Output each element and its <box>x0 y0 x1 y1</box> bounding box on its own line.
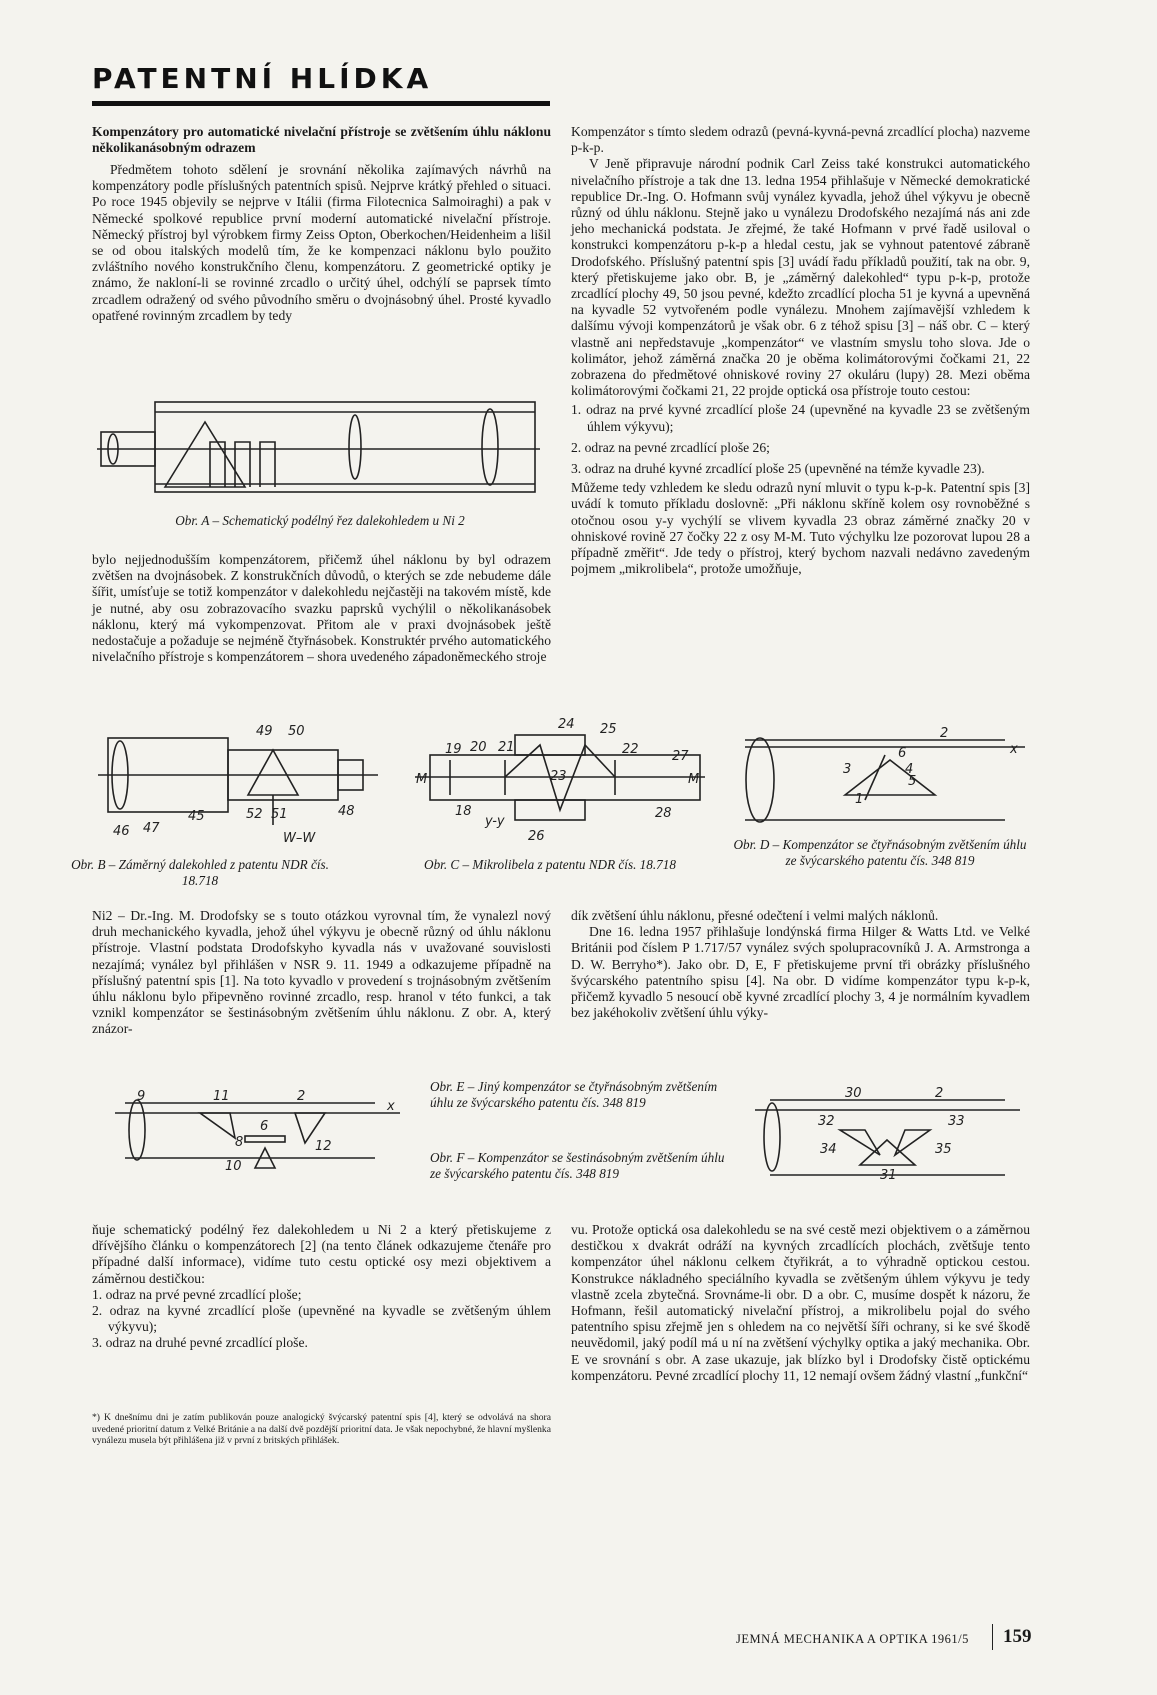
fig-e-mirror <box>245 1136 285 1142</box>
fig-label: y-y <box>485 814 505 829</box>
fig-a-lens <box>349 415 361 479</box>
fig-c-upper <box>515 735 585 755</box>
fig-label: 52 <box>246 807 263 822</box>
fig-label: 25 <box>600 722 617 737</box>
fig-label: 50 <box>288 724 305 739</box>
fig-label: 9 <box>137 1089 146 1104</box>
fig-label: 2 <box>297 1089 306 1104</box>
caption-f: Obr. F – Kompenzátor se šestinásobným zvětšením úhlu ze švýcarského patentu čís. 348 819 <box>430 1150 725 1181</box>
fig-label: 26 <box>528 829 545 844</box>
fig-label: 35 <box>935 1142 952 1157</box>
caption-d: Obr. D – Kompenzátor se čtyřnásobným zvětšením úhlu ze švýcarského patentu čís. 348 819 <box>733 837 1027 868</box>
fig-label: 24 <box>558 717 575 732</box>
fig-d-prism <box>845 760 935 795</box>
fig-label: 2 <box>940 726 949 741</box>
figure-f <box>750 1085 1025 1185</box>
caption-c: Obr. C – Mikrolibela z patentu NDR čís. 18.718 <box>424 857 676 872</box>
paragraph: Kompenzátor s tímto sledem odrazů (pevná-kyvná-pevná zrcadlící plocha) nazveme p-k-p. <box>571 124 1030 156</box>
figure-a <box>95 392 545 507</box>
fig-label: 4 <box>905 762 914 777</box>
paragraph: Ni2 – Dr.-Ing. M. Drodofsky se s touto otázkou vyrovnal tím, že vynalezl nový druh mechanického kyvadla, jehož úhel výkyvu je obecně různý od úhlu náklonu přístroje. Vlastní podstata Drodofskyho kyvadla nás v uvažované souvislosti nezajímá; vynález byl přihlášen v NSR 9. 11. 1949 a odkazujeme případně na příslušný patentní spis [1]. Na toto kyvadlo v provedení s trojnásobným zvětšením úhlu náklonu bylo připevněno rovinné zrcadlo, resp. hranol v této funkci, a tak vznikl kompenzátor se šestinásobným zvětšením úhlu náklonu. Z obr. A, který znázor- <box>92 908 551 1037</box>
fig-label: 32 <box>818 1114 835 1129</box>
footnote: *) K dnešnímu dni je zatím publikován pouze analogický švýcarský patentní spis [4], který se odvolává na shora uvedené prioritní datum z Velké Británie a na další dvě pozdější prioritní data. Je však nepochybné, že hlavní myšlenka vynálezu musela být přihlášena již v první z britských přihlášek. <box>92 1412 551 1446</box>
fig-label: 10 <box>225 1159 242 1174</box>
fig-label: 31 <box>880 1168 897 1183</box>
fig-label: 49 <box>256 724 273 739</box>
fig-b-prism <box>248 750 298 795</box>
fig-label: 6 <box>898 746 907 761</box>
right-column-top <box>571 124 1030 577</box>
paragraph: bylo nejjednodušším kompenzátorem, přičemž úhel náklonu by byl odrazem zvětšen na dvojnásobek. Z konstrukčních důvodů, o kterých se zde nebudeme dále šířit, umísťuje se totiž kompenzátor v dalekohledu nejčastěji na takovém místě, kde je nutné, aby osu zobrazovacího svazku paprsků vychýlil o několikanásobek náklonu, který má vykompenzovat. Přitom ale v praxi dvojnásobek ještě nedostačuje a požaduje se nejméně čtyřnásobek. Konstruktér prvého automatického nivelačního přístroje s kompenzátorem – shora uvedeného západoněmeckého stroje <box>92 552 551 665</box>
fig-label: 45 <box>188 809 205 824</box>
fig-f-pendulum <box>860 1140 915 1165</box>
bottom-right-column <box>571 1222 1030 1384</box>
fig-e-objective <box>129 1100 145 1160</box>
fig-label: 20 <box>470 740 487 755</box>
paragraph: vu. Protože optická osa dalekohledu se na své cestě mezi objektivem o a záměrnou destičkou x dvakrát odráží na kyvných zrcadlících plochách, zvětšuje tento kompenzátor úhel náklonu celkem čtyřikrát, a to výhradně optickou cestou. Konstrukce nákladného speciálního kyvadla se zvětšeným úhlem výkyvu je tedy vlastně zcela zbytečná. Srovnáme-li obr. D a obr. C, musíme dospět k názoru, že Hofmann, řešil automatický nivelační přístroj, a mikrolibelu pojal do svého patentního spisu zřejmě jen s ohledem na co největší šíři ochrany, si ke své škodě neuvědomil, jaký podíl má u ní na zvětšení výchylky optika a jaký mechanika. Obr. E ve srovnání s obr. A zase ukazuje, jak blízko byl i Drodofsky čistě optickému kompenzátoru. Pevné zrcadlící plochy 11, 12 nemají ovšem žádný vlastní „funkční“ <box>571 1222 1030 1383</box>
caption-b: Obr. B – Záměrný dalekohled z patentu NDR čís. 18.718 <box>71 857 329 888</box>
section-header: PATENTNÍ HLÍDKA <box>92 62 433 95</box>
article-title: Kompenzátory pro automatické nivelační přístroje se zvětšením úhlu náklonu několikanásobným odrazem <box>92 124 551 155</box>
mid-right-column <box>571 908 1030 1021</box>
fig-label: 22 <box>622 742 639 757</box>
fig-label: 3 <box>843 762 852 777</box>
fig-label: 27 <box>672 749 689 764</box>
fig-label: 5 <box>908 774 917 789</box>
fig-label: 11 <box>213 1089 230 1104</box>
list-item: 2. odraz na pevné zrcadlící ploše 26; <box>571 439 770 455</box>
left-column-top <box>92 124 551 324</box>
fig-label: x <box>387 1099 395 1114</box>
fig-label: 2 <box>935 1086 944 1101</box>
paragraph: dík zvětšení úhlu náklonu, přesné odečtení i velmi malých náklonů. <box>571 908 939 923</box>
fig-label: 51 <box>271 807 288 822</box>
fig-label: 21 <box>498 740 515 755</box>
paragraph: V Jeně připravuje národní podnik Carl Zeiss také konstrukci automatického nivelačního přístroje a tak dne 13. ledna 1954 přihlašuje v Německé demokratické republice Dr.-Ing. O. Hofmann svůj vynález kyvadla, jehož úhel výkyvu je obecně různý od úhlu náklonu. Stejně jako u vynálezu Drodofského nezajímá nás ani zde jeho mechanická podstata. Je zřejmé, že také Hofmann v prvé řadě usiloval o konstrukci kompenzátoru p-k-p a hledal cestu, jak se vyhnout patentové zábraně Drodofského. Příslušný patentní spis [3] uvádí řadu příkladů použití, tak na obr. 9, který přetiskujeme jako obr. B, je „záměrný dalekohled“ typu p-k-p, protože zrcadlící plochy 49, 50 jsou pevné, kdežto zrcadlící plocha 51 je kyvná a upevněná na kyvadle 52 vytvořeném podle vynálezu. Mnohem zajímavější vzhledem k dalšímu vývoji kompenzátorů je však obr. 6 z téhož spisu [3] – náš obr. C – který vlastně ani nepředstavuje „kompenzátor“ ve vlastním smyslu toho slova. Jde o kolimátor, jehož záměrná značka 20 je oběma kolimátorovými čočkami 21, 22 zobrazena do předmětové ohniskové roviny 27 okuláru (lupy) 28. Mezi oběma kolimátorovými čočkami 21, 22 projde optická osa přístroje touto cestou: <box>571 156 1030 399</box>
figure-d <box>725 725 1035 835</box>
fig-label: 23 <box>550 769 567 784</box>
header-rule <box>92 101 550 106</box>
fig-label: 46 <box>113 824 130 839</box>
caption-a: Obr. A – Schematický podélný řez dalekohledem u Ni 2 <box>175 513 465 528</box>
fig-d-objective <box>746 738 774 822</box>
footer-divider <box>992 1624 993 1650</box>
mid-left-column <box>92 908 551 1038</box>
fig-label: 19 <box>445 742 462 757</box>
fig-c-lower <box>515 800 585 820</box>
fig-label: 48 <box>338 804 355 819</box>
fig-label: 12 <box>315 1139 332 1154</box>
list-item: 3. odraz na druhé pevné zrcadlící ploše. <box>92 1335 308 1351</box>
list-item: 3. odraz na druhé kyvné zrcadlící ploše 25 (upevněné na témže kyvadle 23). <box>571 461 985 477</box>
fig-label: 30 <box>845 1086 862 1101</box>
fig-label: 1 <box>855 792 864 807</box>
fig-f-objective <box>764 1103 780 1171</box>
fig-label: 47 <box>143 821 160 836</box>
caption-e: Obr. E – Jiný kompenzátor se čtyřnásobným zvětšením úhlu ze švýcarského patentu čís. 348 819 <box>430 1079 718 1110</box>
fig-label: W–W <box>283 831 316 846</box>
list-item: 1. odraz na prvé pevné zrcadlící ploše; <box>92 1286 302 1302</box>
fig-label: 34 <box>820 1142 837 1157</box>
list-item: 1. odraz na prvé kyvné zrcadlící ploše 24 (upevněné na kyvadle 23 se zvětšeným úhlem výkyvu); <box>571 402 1030 434</box>
fig-e-prism <box>200 1113 235 1138</box>
fig-a-prism <box>165 422 245 487</box>
fig-label: 33 <box>948 1114 965 1129</box>
fig-label: 28 <box>655 806 672 821</box>
paragraph: Můžeme tedy vzhledem ke sledu odrazů nyní mluvit o typu k-p-k. Patentní spis [3] uvádí k tomuto příkladu doslovně: „Při náklonu skříně kolem osy rovnoběžné s otočnou osou y-y vychýlí se vlivem kyvadla 23 obraz záměrné značky 20 v ohniskové rovině 27 čočky 22 z osy M-M. Tuto výchylku lze pozorovat lupou 28 a případně změřit“. Jde tedy o přístroj, který bychom nazvali nedávno zavedeným pojmem „mikrolibela“, protože umožňuje, <box>571 480 1030 577</box>
fig-label: 8 <box>235 1135 244 1150</box>
fig-label: 18 <box>455 804 472 819</box>
paragraph: Dne 16. ledna 1957 přihlašuje londýnská firma Hilger & Watts Ltd. ve Velké Británii pod číslem P 1.717/57 vynález svých spolupracovníků J. A. Armstronga a D. W. Berryho*). Jako obr. D, E, F přetiskujeme první tři obrázky příslušného švýcarského patentního spisu [4]. Na obr. D vidíme kompenzátor typu k-p-k, přičemž kyvadlo 5 nesoucí obě kyvné zrcadlící plochy 3, 4 je normálním kyvadlem bez jakéhokoliv zvětšení úhlu výky- <box>571 924 1030 1021</box>
journal-footer: JEMNÁ MECHANIKA A OPTIKA 1961/5 <box>736 1632 969 1646</box>
fig-label: 6 <box>260 1119 269 1134</box>
figure-b <box>88 720 388 850</box>
fig-label: M <box>688 772 700 787</box>
page-number: 159 <box>1003 1626 1032 1647</box>
list-item: 2. odraz na kyvné zrcadlící ploše (upevněné na kyvadle se zvětšeným úhlem výkyvu); <box>92 1303 551 1335</box>
fig-a-body <box>155 402 535 492</box>
fig-label: M <box>416 772 428 787</box>
fig-a-lens <box>482 409 498 485</box>
figure-c <box>410 715 710 845</box>
bottom-left-column <box>92 1222 551 1352</box>
left-column-mid <box>92 552 551 665</box>
figure-e <box>105 1088 405 1178</box>
paragraph: ňuje schematický podélný řez dalekohledem u Ni 2 a který přetiskujeme z dřívějšího článku o kompenzátorech [2] (na tento článek odkazujeme čtenáře pro případné další informace), vidíme tuto cestu optické osy mezi objektivem a záměrnou destičkou: <box>92 1222 551 1286</box>
fig-label: x <box>1010 742 1018 757</box>
paragraph: Předmětem tohoto sdělení je srovnání několika zajímavých návrhů na kompenzátory podle příslušných patentních spisů. Nejprve krátký přehled o situaci. Po roce 1945 objevily se nejprve v Itálii (firma Filotecnica Salmoiraghi) a pak v Německé spolkové republice první moderní automatické nivelační přístroje. Německý přístroj byl výrobkem firmy Zeiss Opton, Oberkochen/Heidenheim a lišil se od obou italských modelů tím, že ke kompenzaci náklonu bylo použito zvláštního nového konstrukčního členu, kompenzátoru. Z geometrické optiky je známo, že nakloní-li se rovinné zrcadlo o určitý úhel, odchýlí se paprsek tímto zrcadlem odražený od svého původního směru o dvojnásobný úhel. Prosté kyvadlo opatřené rovinným zrcadlem by tedy <box>92 162 551 323</box>
